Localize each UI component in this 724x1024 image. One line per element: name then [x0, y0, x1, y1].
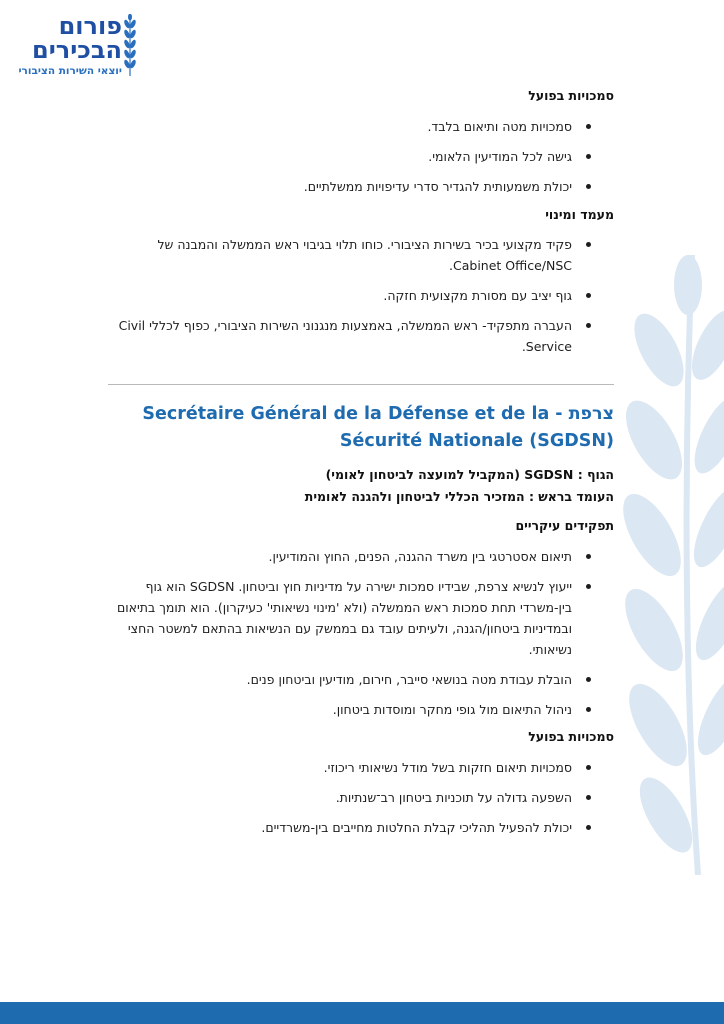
logo-line-1: פורום — [58, 12, 122, 40]
title-separator: - — [555, 404, 563, 424]
list-item: סמכויות תיאום חזקות בשל מודל נשיאותי ריכוזי. — [112, 757, 614, 778]
wheat-icon — [122, 14, 138, 76]
heading-status-appointment: מעמד ומינוי — [545, 207, 614, 222]
logo-line-2: הבכירים — [31, 36, 122, 64]
list-item: הובלת עבודת מטה בנושאי סייבר, חירום, מודיעין וביטחון פנים. — [112, 669, 614, 690]
logo-tagline: יוצאי השירות הציבורי — [18, 65, 122, 77]
list-item: העברה מתפקיד- ראש הממשלה, באמצעות מנגנוני השירות הציבורי, כפוף לכללי Civil Service. — [112, 315, 614, 357]
footer-bar — [0, 1002, 724, 1024]
country-name: צרפת — [568, 404, 614, 424]
roles-list — [112, 546, 614, 720]
agency-title-line-2 — [340, 431, 614, 451]
status-list — [112, 234, 614, 357]
list-item: ניהול התיאום מול גופי מחקר ומוסדות ביטחון. — [112, 699, 614, 720]
list-item: גישה לכל המודיעין הלאומי. — [112, 146, 614, 167]
list-item: סמכויות מטה ותיאום בלבד. — [112, 116, 614, 137]
section-divider — [108, 384, 614, 385]
list-item: ייעוץ לנשיא צרפת, שבידיו סמכות ישירה על מדיניות חוץ וביטחון. SGDSN הוא גוף בין-משרדי תחת סמכות ראש הממשלה (ולא 'מינוי נשיאותי' כעיקרון). הוא תומך בתיאום ובמדיניות ביטחון/הגנה, ולעיתים עובד גם בממשק עם הנשיאות בהתאם למשטר החצי נשיאותי. — [112, 576, 614, 660]
list-item: פקיד מקצועי בכיר בשירות הציבורי. כוחו תלוי בגיבוי ראש הממשלה והמבנה של Cabinet Office/NSC. — [112, 234, 614, 276]
agency-acronym: Sécurité Nationale (SGDSN) — [339, 431, 614, 451]
heading-powers: סמכויות בפועל — [528, 88, 614, 103]
body-line: הגוף : SGDSN (המקביל למועצה לביטחון לאומי) — [325, 467, 614, 482]
heading-powers-france: סמכויות בפועל — [528, 729, 614, 744]
list-item: יכולת משמעותית להגדיר סדרי עדיפויות ממשלתיים. — [112, 176, 614, 197]
list-item: השפעה גדולה על תוכניות ביטחון רב־שנתיות. — [112, 787, 614, 808]
head-line: העומד בראש : המזכיר הכללי לביטחון ולהגנה לאומית — [304, 489, 614, 504]
list-item: יכולת להפעיל תהליכי קבלת החלטות מחייבים בין-משרדיים. — [112, 817, 614, 838]
powers-list — [112, 116, 614, 197]
list-item: גוף יציב עם מסורת מקצועית חזקה. — [112, 285, 614, 306]
list-item: תיאום אסטרטגי בין משרד ההגנה, הפנים, החוץ והמודיעין. — [112, 546, 614, 567]
wheat-icon — [614, 255, 724, 875]
agency-title-line-1: Secrétaire Général de la Défense et de la — [142, 404, 550, 424]
powers-france-list — [112, 757, 614, 838]
country-title — [142, 404, 614, 424]
forum-logo — [18, 14, 138, 80]
heading-main-roles: תפקידים עיקריים — [515, 518, 614, 533]
